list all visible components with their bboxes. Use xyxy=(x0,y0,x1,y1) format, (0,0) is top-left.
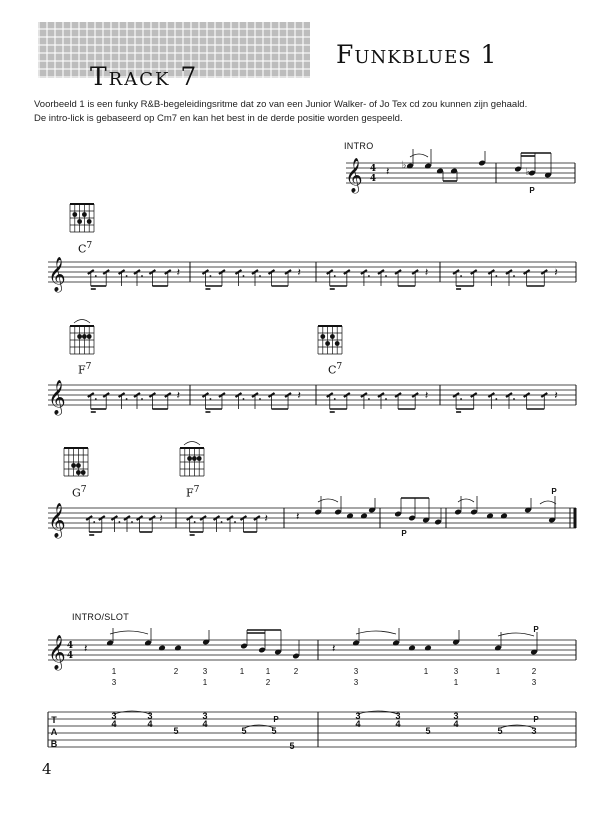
flat-sign: ♭ xyxy=(525,167,531,178)
finger-number: 3 xyxy=(453,667,459,676)
staccato-dot xyxy=(259,275,261,277)
pull-off-mark: P xyxy=(533,625,539,634)
staccato-dot xyxy=(334,398,336,400)
chord-dot xyxy=(330,334,335,339)
tab-number: 3 xyxy=(147,711,153,721)
finger-number: 2 xyxy=(265,678,271,687)
rest: 𝄽 xyxy=(554,389,558,402)
staccato-dot xyxy=(210,275,212,277)
pull-off-mark: P xyxy=(533,715,539,724)
finger-number: 1 xyxy=(265,667,271,676)
tie xyxy=(540,501,556,504)
tab-number: 4 xyxy=(111,719,117,729)
page-title: Funkblues 1 xyxy=(336,40,498,69)
staccato-dot xyxy=(141,398,143,400)
track-heading: Track 7 xyxy=(90,62,199,91)
staccato-dot xyxy=(119,521,121,523)
finger-number: 3 xyxy=(202,667,208,676)
finger-number: 1 xyxy=(239,667,245,676)
time-signature-top: 4 xyxy=(369,164,377,174)
time-signature-bottom: 4 xyxy=(369,174,377,184)
tie xyxy=(498,633,534,636)
staccato-dot xyxy=(93,521,95,523)
treble-clef: 𝄞 xyxy=(48,635,66,670)
staccato-dot xyxy=(385,398,387,400)
tab-number: 3 xyxy=(395,711,401,721)
chord-dot xyxy=(72,212,77,217)
tab-number: 5 xyxy=(289,741,295,751)
treble-clef: 𝄞 xyxy=(48,257,66,292)
chord-barre xyxy=(74,320,90,324)
staccato-dot xyxy=(385,275,387,277)
treble-clef: 𝄞 xyxy=(345,158,363,193)
chord-dot xyxy=(325,341,330,346)
finger-number: 1 xyxy=(495,667,501,676)
intro-slot-label: INTRO/SLOT xyxy=(72,612,130,622)
chord-dot xyxy=(82,212,87,217)
rest: 𝄽 xyxy=(297,266,301,279)
tab-number: 5 xyxy=(241,726,247,736)
tab-number: 3 xyxy=(355,711,361,721)
pull-off-mark: P xyxy=(401,529,407,538)
finger-number: 3 xyxy=(353,667,359,676)
tab-number: 3 xyxy=(531,726,537,736)
staccato-dot xyxy=(194,521,196,523)
rest: 𝄽 xyxy=(297,389,301,402)
chord-dot xyxy=(197,456,202,461)
treble-clef: 𝄞 xyxy=(48,503,66,538)
chord-dot xyxy=(76,470,81,475)
pull-off-mark: P xyxy=(551,487,557,496)
tab-number: 4 xyxy=(453,719,459,729)
tab-number: 5 xyxy=(271,726,277,736)
flat-sign: ♭ xyxy=(401,160,407,171)
staccato-dot xyxy=(221,521,223,523)
tie xyxy=(356,631,396,634)
intro-line-2: De intro-lick is gebaseerd op Cm7 en kan het best in de derde positie worden gespeeld. xyxy=(34,113,403,124)
staccato-dot xyxy=(126,398,128,400)
pull-off-mark: P xyxy=(273,715,279,724)
staccato-dot xyxy=(131,521,133,523)
tab-letter-b: B xyxy=(50,739,58,749)
staccato-dot xyxy=(210,398,212,400)
staccato-dot xyxy=(513,398,515,400)
rest: 𝄽 xyxy=(159,512,163,525)
chord-name: $C^7$ xyxy=(78,240,93,256)
staccato-dot xyxy=(95,275,97,277)
treble-clef: 𝄞 xyxy=(48,380,66,415)
finger-number: 1 xyxy=(423,667,429,676)
tab-number: 4 xyxy=(147,719,153,729)
finger-number: 1 xyxy=(111,667,117,676)
rest: 𝄽 xyxy=(424,266,429,279)
tab-number: 4 xyxy=(355,719,361,729)
tie xyxy=(110,631,148,634)
staccato-dot xyxy=(460,275,462,277)
staccato-dot xyxy=(460,398,462,400)
chord-dot xyxy=(76,463,81,468)
rest: 𝄽 xyxy=(332,642,336,655)
staccato-dot xyxy=(513,275,515,277)
chord-dot xyxy=(87,219,92,224)
rest: 𝄽 xyxy=(176,266,180,279)
tab-number: 3 xyxy=(202,711,208,721)
chord-dot xyxy=(71,463,76,468)
tab-letter-a: A xyxy=(50,727,58,737)
intro-label: INTRO xyxy=(344,141,374,151)
pull-off-mark: P xyxy=(529,186,535,195)
chord-dot xyxy=(192,456,197,461)
tie xyxy=(358,711,398,714)
tab-number: 4 xyxy=(202,719,208,729)
chord-dot xyxy=(335,341,340,346)
staccato-dot xyxy=(95,398,97,400)
staccato-dot xyxy=(243,275,245,277)
staccato-dot xyxy=(495,398,497,400)
staccato-dot xyxy=(243,398,245,400)
chord-barre xyxy=(184,442,200,446)
intro-line-1: Voorbeeld 1 is een funky R&B-begeleidingsritme dat zo van een Junior Walker- of Jo Tex cd zou kunnen zijn gehaald. xyxy=(34,99,528,110)
page-number: 4 xyxy=(42,760,52,778)
tab-number: 5 xyxy=(173,726,179,736)
chord-name: $C^7$ xyxy=(328,361,343,377)
tab-number: 3 xyxy=(111,711,117,721)
time-signature-top: 4 xyxy=(66,641,74,651)
chord-dot xyxy=(77,334,82,339)
tie xyxy=(244,725,274,728)
staccato-dot xyxy=(141,275,143,277)
finger-number: 2 xyxy=(293,667,299,676)
chord-name: $F^7$ xyxy=(186,484,200,500)
staccato-dot xyxy=(368,398,370,400)
chord-dot xyxy=(82,334,87,339)
chord-dot xyxy=(187,456,192,461)
finger-number: 3 xyxy=(531,678,537,687)
finger-number: 3 xyxy=(111,678,117,687)
time-signature-bottom: 4 xyxy=(66,651,74,661)
rest: 𝄽 xyxy=(296,510,300,523)
staccato-dot xyxy=(259,398,261,400)
chord-dot xyxy=(87,334,92,339)
staccato-dot xyxy=(126,275,128,277)
chord-dot xyxy=(320,334,325,339)
chord-dot xyxy=(77,219,82,224)
chord-name: $G^7$ xyxy=(72,484,87,500)
tie xyxy=(500,725,534,728)
tie xyxy=(458,499,474,502)
rest: 𝄽 xyxy=(424,389,429,402)
tab-letter-t: T xyxy=(51,715,57,725)
tab-number: 5 xyxy=(497,726,503,736)
tab-number: 5 xyxy=(425,726,431,736)
tab-number: 3 xyxy=(453,711,459,721)
chord-name: $F^7$ xyxy=(78,361,92,377)
finger-number: 1 xyxy=(453,678,459,687)
rest: 𝄽 xyxy=(386,165,390,178)
staccato-dot xyxy=(368,275,370,277)
rest: 𝄽 xyxy=(264,512,268,525)
finger-number: 3 xyxy=(353,678,359,687)
tab-number: 4 xyxy=(395,719,401,729)
rest: 𝄽 xyxy=(554,266,558,279)
finger-number: 1 xyxy=(202,678,208,687)
staccato-dot xyxy=(234,521,236,523)
finger-number: 2 xyxy=(531,667,537,676)
rest: 𝄽 xyxy=(84,642,88,655)
staccato-dot xyxy=(334,275,336,277)
finger-number: 2 xyxy=(173,667,179,676)
tie xyxy=(114,711,150,714)
rest: 𝄽 xyxy=(176,389,180,402)
staccato-dot xyxy=(495,275,497,277)
chord-dot xyxy=(81,470,86,475)
